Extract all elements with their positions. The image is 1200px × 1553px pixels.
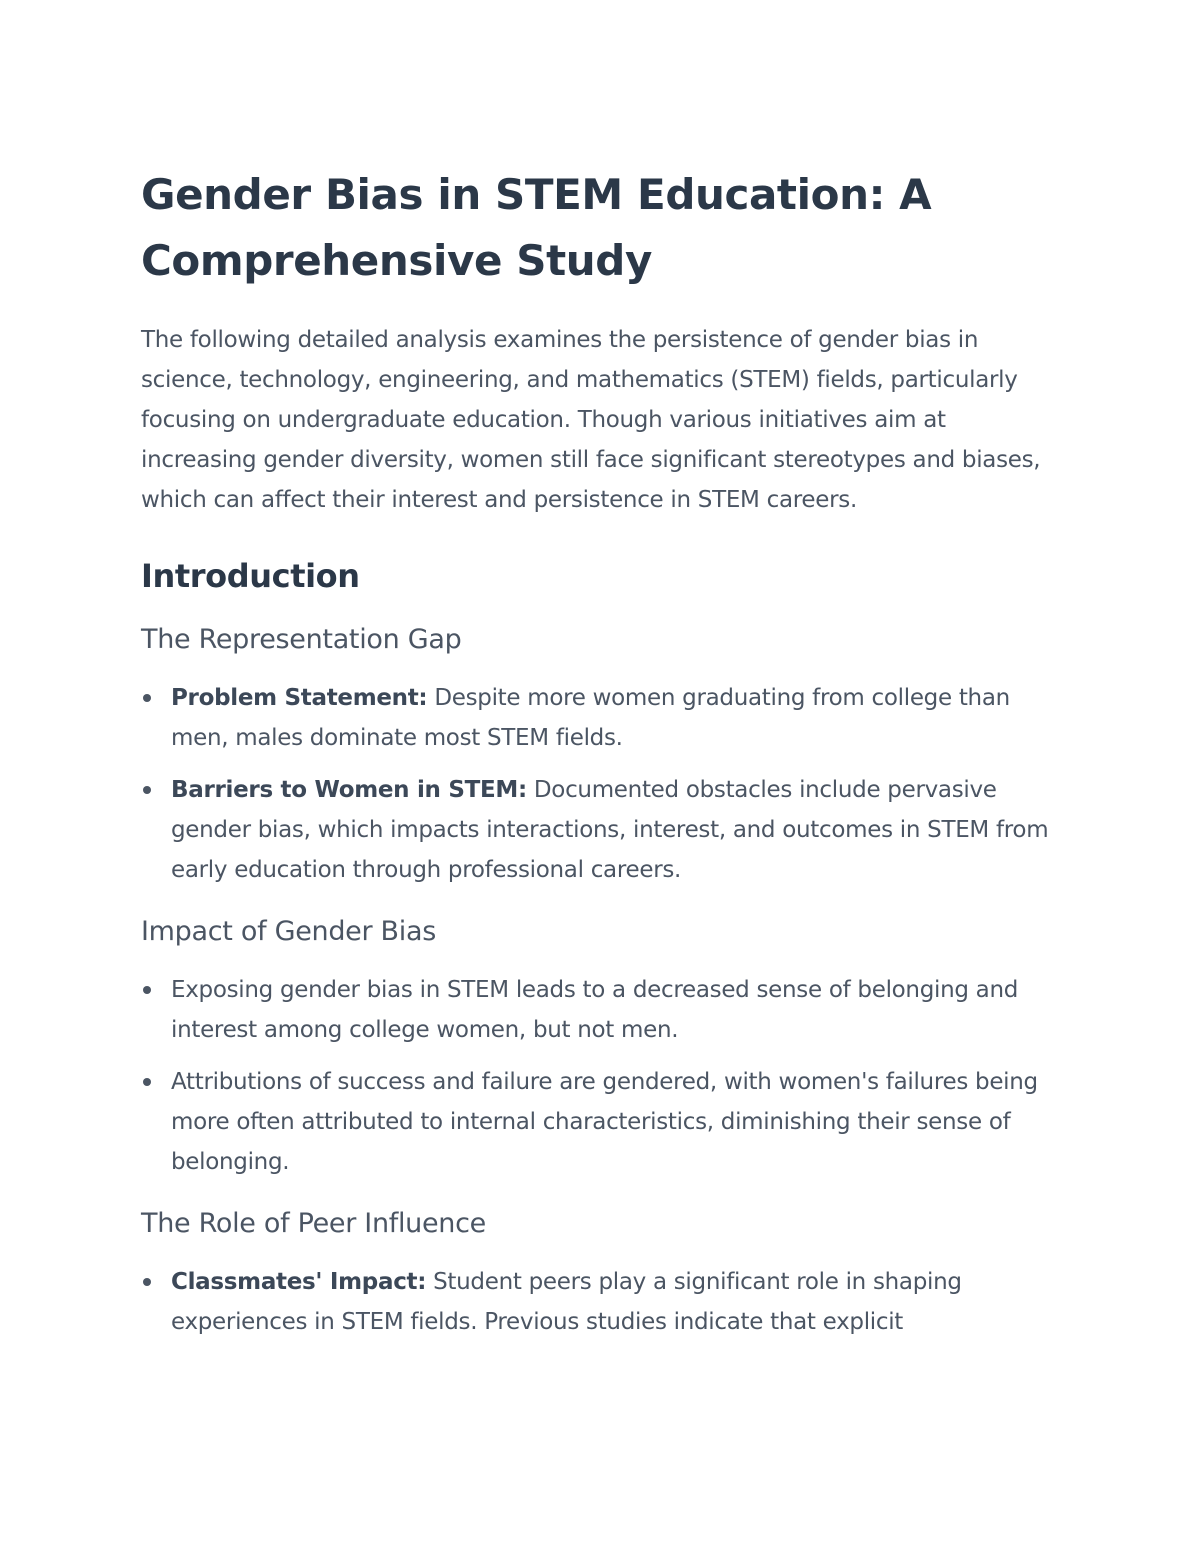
bullet-icon [143,694,151,702]
list-item-text: Documented obstacles include pervasive gender bias, which impacts interactions, interest, and outcomes in STEM from early education through professional careers. [171,777,1049,883]
list-item-text: Exposing gender bias in STEM leads to a decreased sense of belonging and interest among college women, but not men. [171,977,1019,1043]
subsection-heading: The Representation Gap [141,624,462,655]
list-item [141,1062,1071,1182]
list-item [141,970,1071,1050]
list-item-text: Student peers play a significant role in shaping experiences in STEM fields. Previous studies indicate that explicit [171,1269,962,1335]
intro-paragraph: The following detailed analysis examines the persistence of gender bias in science, technology, engineering, and mathematics (STEM) fields, particularly focusing on undergraduate education. Though various initiatives aim at increasing gender diversity, women still face significant stereotypes and biases, which can affect their interest and persistence in STEM careers. [141,327,1041,513]
subsection-heading: Impact of Gender Bias [141,916,436,947]
list-item [141,1262,1071,1342]
list-item-text: Despite more women graduating from college than men, males dominate most STEM fields. [171,685,1010,751]
bullet-icon [143,1278,151,1286]
bullet-list [141,970,1071,1182]
list-item-lead: Barriers to Women in STEM: [171,777,527,803]
document-title: Gender Bias in STEM Education: A Comprehensive Study [141,170,932,285]
subsection-impact-of-gender-bias [141,912,1071,1182]
list-item [141,678,1071,758]
subsection-representation-gap [141,620,1071,890]
bullet-icon [143,986,151,994]
list-item [141,770,1071,890]
bullet-icon [143,1078,151,1086]
subsection-role-of-peer-influence [141,1204,1071,1342]
list-item-text: Attributions of success and failure are gendered, with women's failures being more often attributed to internal characteristics, diminishing their sense of belonging. [171,1069,1038,1175]
bullet-icon [143,786,151,794]
document-page [141,162,1071,1342]
list-item-lead: Classmates' Impact: [171,1269,427,1295]
subsection-heading: The Role of Peer Influence [141,1208,486,1239]
list-item-lead: Problem Statement: [171,685,428,711]
bullet-list [141,678,1071,890]
bullet-list [141,1262,1071,1342]
section-heading-introduction: Introduction [141,557,360,595]
